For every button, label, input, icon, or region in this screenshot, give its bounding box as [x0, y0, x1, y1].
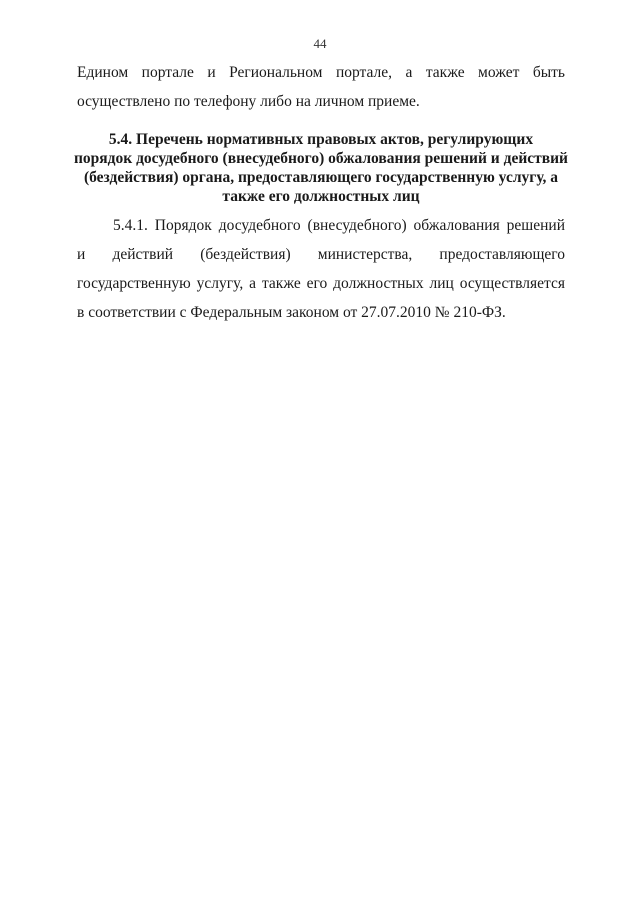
paragraph-line: осуществлено по телефону либо на личном приеме.: [77, 93, 420, 110]
paragraph-line: и действий (бездействия) министерства, предоставляющего: [77, 246, 565, 263]
heading-line: 5.4. Перечень нормативных правовых актов, регулирующих: [108, 131, 534, 148]
section-heading: [72, 130, 570, 206]
paragraph-line: в соответствии с Федеральным законом от 27.07.2010 № 210-ФЗ.: [77, 304, 506, 321]
heading-line: также его должностных лиц: [222, 188, 420, 205]
heading-line: порядок досудебного (внесудебного) обжалования решений и действий: [74, 150, 568, 167]
paragraph-line: государственную услугу, а также его должностных лиц осуществляется: [77, 275, 565, 292]
heading-line: (бездействия) органа, предоставляющего государственную услугу, а: [83, 169, 559, 186]
section-paragraph: [77, 211, 565, 327]
continuation-paragraph: [77, 58, 565, 116]
paragraph-line: Едином портале и Региональном портале, а также может быть: [77, 64, 565, 81]
page-number: 44: [313, 36, 327, 51]
paragraph-line: 5.4.1. Порядок досудебного (внесудебного) обжалования решений: [113, 217, 565, 234]
